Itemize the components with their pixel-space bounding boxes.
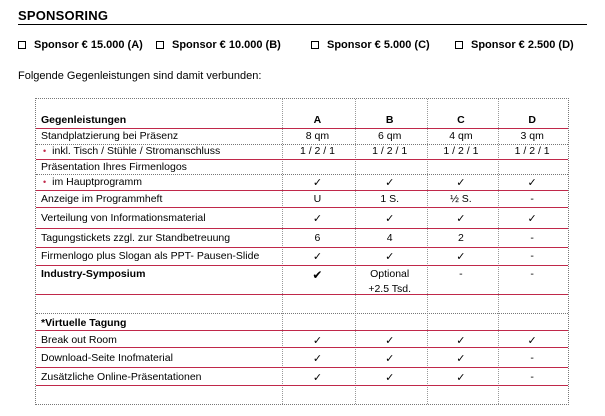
header-cell: A bbox=[313, 114, 322, 126]
cell: ½ S. bbox=[450, 193, 472, 205]
check-icon: ✓ bbox=[456, 213, 466, 225]
row-label: Break out Room bbox=[41, 334, 117, 346]
row-label: Industry-Symposium bbox=[41, 268, 146, 280]
row-label: Anzeige im Programmheft bbox=[41, 193, 163, 205]
row-label: Tagungstickets zzgl. zur Standbetreuung bbox=[41, 232, 231, 244]
row-label: Verteilung von Informationsmaterial bbox=[41, 212, 206, 224]
cell: 1 / 2 / 1 bbox=[299, 145, 335, 157]
cell: 1 S. bbox=[380, 193, 400, 205]
check-icon: ✓ bbox=[385, 177, 395, 189]
checkbox-icon[interactable] bbox=[156, 41, 164, 49]
row-rule bbox=[36, 313, 568, 314]
checkbox-icon[interactable] bbox=[18, 41, 26, 49]
table-row bbox=[36, 130, 568, 142]
cell: 6 bbox=[314, 232, 321, 244]
row-label: Präsentation Ihres Firmenlogos bbox=[41, 161, 187, 173]
check-icon: ✓ bbox=[456, 353, 466, 365]
cell: - bbox=[530, 232, 534, 244]
row-label: im Hauptprogramm bbox=[52, 176, 143, 188]
cell: U bbox=[313, 193, 322, 205]
cell: - bbox=[459, 268, 463, 280]
row-rule bbox=[36, 228, 568, 229]
check-icon: ✓ bbox=[385, 213, 395, 225]
table-row bbox=[36, 371, 568, 384]
check-icon: ✓ bbox=[456, 372, 466, 384]
check-icon: ✓ bbox=[312, 372, 323, 384]
option-sponsor-b[interactable] bbox=[156, 39, 281, 51]
cell: - bbox=[530, 268, 534, 280]
cell: 1 / 2 / 1 bbox=[514, 145, 550, 157]
cell: - bbox=[530, 250, 534, 262]
cell: +2.5 Tsd. bbox=[368, 283, 412, 295]
check-icon: ✓ bbox=[456, 177, 466, 189]
header-cell: B bbox=[385, 114, 394, 126]
check-icon: ✔ bbox=[312, 268, 323, 282]
row-rule bbox=[36, 367, 568, 368]
table-row bbox=[36, 232, 568, 244]
option-label: Sponsor € 5.000 (C) bbox=[327, 39, 430, 51]
bullet-icon: • bbox=[43, 146, 47, 156]
option-sponsor-d[interactable] bbox=[455, 39, 574, 51]
check-icon: ✓ bbox=[385, 251, 395, 263]
check-icon: ✓ bbox=[456, 335, 466, 347]
cell: 4 qm bbox=[449, 130, 473, 142]
check-icon: ✓ bbox=[312, 213, 323, 225]
row-rule bbox=[36, 247, 568, 248]
table-row bbox=[36, 250, 568, 263]
title-rule bbox=[18, 24, 587, 25]
table-row bbox=[36, 317, 568, 329]
row-rule bbox=[36, 174, 568, 175]
check-icon: ✓ bbox=[312, 353, 323, 365]
check-icon: ✓ bbox=[527, 213, 537, 225]
check-icon: ✓ bbox=[385, 335, 395, 347]
row-rule bbox=[36, 330, 568, 331]
table-row bbox=[36, 268, 568, 295]
cell: - bbox=[530, 193, 534, 205]
benefits-table bbox=[35, 98, 569, 405]
intro-text: Folgende Gegenleistungen sind damit verbunden: bbox=[18, 70, 262, 82]
checkbox-icon[interactable] bbox=[311, 41, 319, 49]
row-rule bbox=[36, 347, 568, 348]
check-icon: ✓ bbox=[527, 177, 537, 189]
check-icon: ✓ bbox=[385, 372, 395, 384]
cell: 1 / 2 / 1 bbox=[443, 145, 479, 157]
bullet-icon: • bbox=[43, 177, 47, 187]
check-icon: ✓ bbox=[385, 353, 395, 365]
row-label: *Virtuelle Tagung bbox=[41, 317, 127, 329]
cell: Optional bbox=[370, 268, 410, 280]
header-cell: Gegenleistungen bbox=[41, 114, 127, 126]
row-label: Firmenlogo plus Slogan als PPT- Pausen-Slide bbox=[41, 250, 260, 262]
header-cell: D bbox=[528, 114, 536, 126]
row-rule bbox=[36, 159, 568, 160]
cell: - bbox=[530, 352, 534, 364]
checkbox-icon[interactable] bbox=[455, 41, 463, 49]
cell: 3 qm bbox=[520, 130, 544, 142]
cell: 1 / 2 / 1 bbox=[372, 145, 408, 157]
option-sponsor-a[interactable] bbox=[18, 39, 143, 51]
row-label: Zusätzliche Online-Präsentationen bbox=[41, 371, 202, 383]
check-icon: ✓ bbox=[312, 251, 323, 263]
option-label: Sponsor € 15.000 (A) bbox=[34, 39, 143, 51]
check-icon: ✓ bbox=[312, 335, 323, 347]
option-label: Sponsor € 2.500 (D) bbox=[471, 39, 574, 51]
row-rule bbox=[36, 128, 568, 129]
check-icon: ✓ bbox=[456, 251, 466, 263]
cell: 4 bbox=[386, 232, 393, 244]
header-cell: C bbox=[457, 114, 465, 126]
cell: 6 qm bbox=[378, 130, 402, 142]
page-title: SPONSORING bbox=[18, 8, 109, 23]
row-rule bbox=[36, 385, 568, 386]
table-header-row bbox=[36, 114, 568, 126]
table-row bbox=[36, 176, 568, 189]
cell: 2 bbox=[457, 232, 464, 244]
table-row bbox=[36, 161, 568, 173]
table-row bbox=[36, 334, 568, 347]
row-label: Standplatzierung bei Präsenz bbox=[41, 130, 179, 142]
option-label: Sponsor € 10.000 (B) bbox=[172, 39, 281, 51]
table-row bbox=[36, 352, 568, 365]
row-rule bbox=[36, 190, 568, 191]
row-rule bbox=[36, 265, 568, 266]
row-label: Download-Seite Inofmaterial bbox=[41, 352, 173, 364]
check-icon: ✓ bbox=[312, 177, 323, 189]
cell: 8 qm bbox=[305, 130, 330, 142]
table-row bbox=[36, 145, 568, 157]
cell: - bbox=[530, 371, 534, 383]
row-label: inkl. Tisch / Stühle / Stromanschluss bbox=[52, 145, 221, 157]
check-icon: ✓ bbox=[527, 335, 537, 347]
table-row bbox=[36, 212, 568, 225]
table-row bbox=[36, 193, 568, 205]
row-rule bbox=[36, 207, 568, 208]
option-sponsor-c[interactable] bbox=[311, 39, 430, 51]
